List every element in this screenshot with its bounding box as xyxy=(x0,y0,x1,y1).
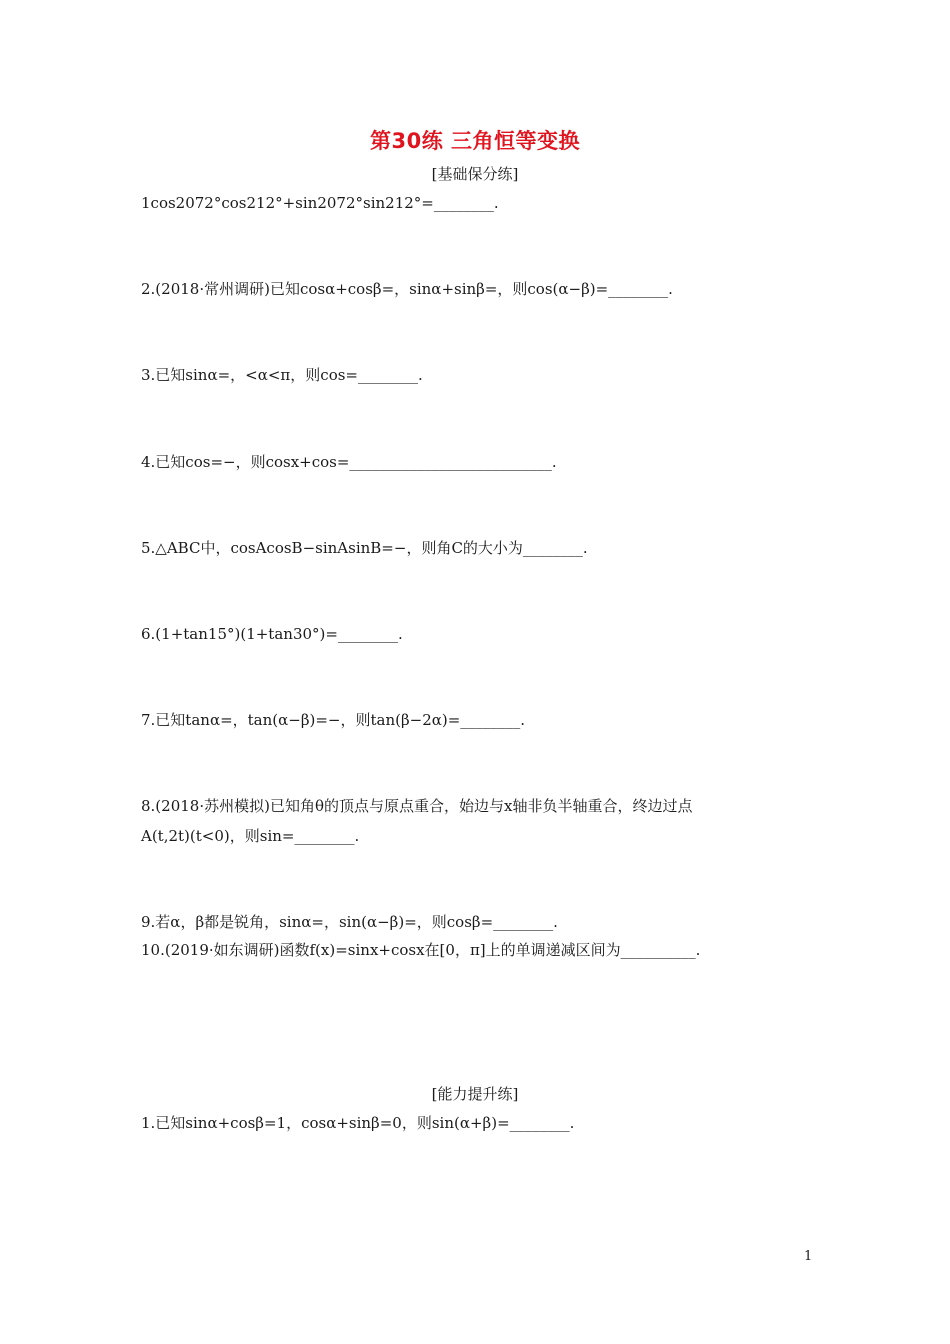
section-heading-advanced: [能力提升练] xyxy=(431,1085,519,1103)
question-basic-8-line1: 8.(2018·苏州模拟)已知角θ的顶点与原点重合，始边与x轴非负半轴重合，终边过点 xyxy=(141,797,693,815)
question-basic-10: 10.(2019·如东调研)函数f(x)=sinx+cosx在[0，π]上的单调递减区间为__________. xyxy=(141,941,701,959)
question-basic-1: 1cos2072°cos212°+sin2072°sin212°=________. xyxy=(141,194,499,212)
question-basic-2: 2.(2018·常州调研)已知cosα+cosβ=，sinα+sinβ=，则cos(α−β)=________. xyxy=(141,280,673,298)
section-heading-basic: [基础保分练] xyxy=(431,165,519,183)
page-number: 1 xyxy=(804,1249,813,1264)
question-basic-5: 5.△ABC中，cosAcosB−sinAsinB=−，则角C的大小为________. xyxy=(141,539,588,557)
question-basic-6: 6.(1+tan15°)(1+tan30°)=________. xyxy=(141,625,403,643)
question-basic-3: 3.已知sinα=，<α<π，则cos=________. xyxy=(141,366,423,384)
page-title: 第30练 三角恒等变换 xyxy=(369,129,581,153)
question-basic-7: 7.已知tanα=，tan(α−β)=−，则tan(β−2α)=________. xyxy=(141,711,526,729)
question-basic-9: 9.若α，β都是锐角，sinα=，sin(α−β)=，则cosβ=________. xyxy=(141,913,558,931)
question-advanced-1: 1.已知sinα+cosβ=1，cosα+sinβ=0，则sin(α+β)=________. xyxy=(141,1114,575,1132)
question-basic-8-line2: A(t,2t)(t<0)，则sin=________. xyxy=(141,827,360,845)
question-basic-4: 4.已知cos=−，则cosx+cos=___________________________. xyxy=(141,453,557,471)
